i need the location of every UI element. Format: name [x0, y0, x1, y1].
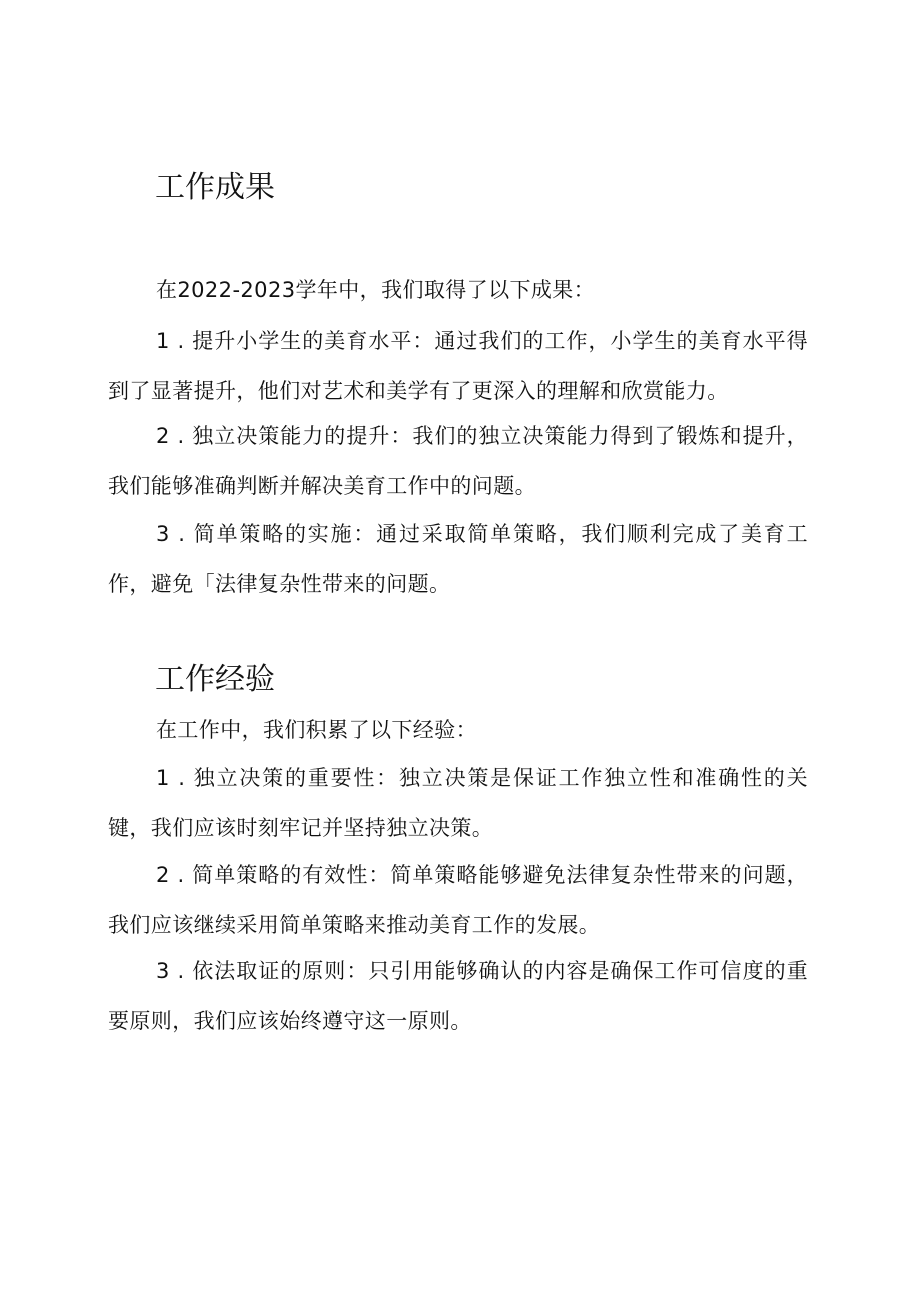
section-heading-results: 工作成果	[155, 170, 275, 205]
results-item-1: 1 . 提升小学生的美育水平：通过我们的工作，小学生的美育水平得到了显著提升，他们对艺术和美学有了更深入的理解和欣赏能力。	[108, 329, 808, 403]
experience-item-1: 1 . 独立决策的重要性：独立决策是保证工作独立性和准确性的关键，我们应该时刻牢记并坚持独立决策。	[108, 766, 808, 840]
results-intro: 在2022-2023学年中，我们取得了以下成果：	[156, 278, 596, 302]
results-item-3: 3 . 简单策略的实施：通过采取简单策略，我们顺利完成了美育工作，避免「法律复杂性带来的问题。	[108, 522, 808, 596]
experience-item-3: 3 . 依法取证的原则：只引用能够确认的内容是确保工作可信度的重要原则，我们应该始终遵守这一原则。	[108, 959, 808, 1033]
results-item-2: 2 . 独立决策能力的提升：我们的独立决策能力得到了锻炼和提升，我们能够准确判断并解决美育工作中的问题。	[108, 424, 808, 498]
experience-intro: 在工作中，我们积累了以下经验：	[156, 718, 477, 742]
section-heading-experience: 工作经验	[155, 662, 275, 697]
experience-item-2: 2 . 简单策略的有效性：简单策略能够避免法律复杂性带来的问题，我们应该继续采用简单策略来推动美育工作的发展。	[108, 863, 808, 937]
